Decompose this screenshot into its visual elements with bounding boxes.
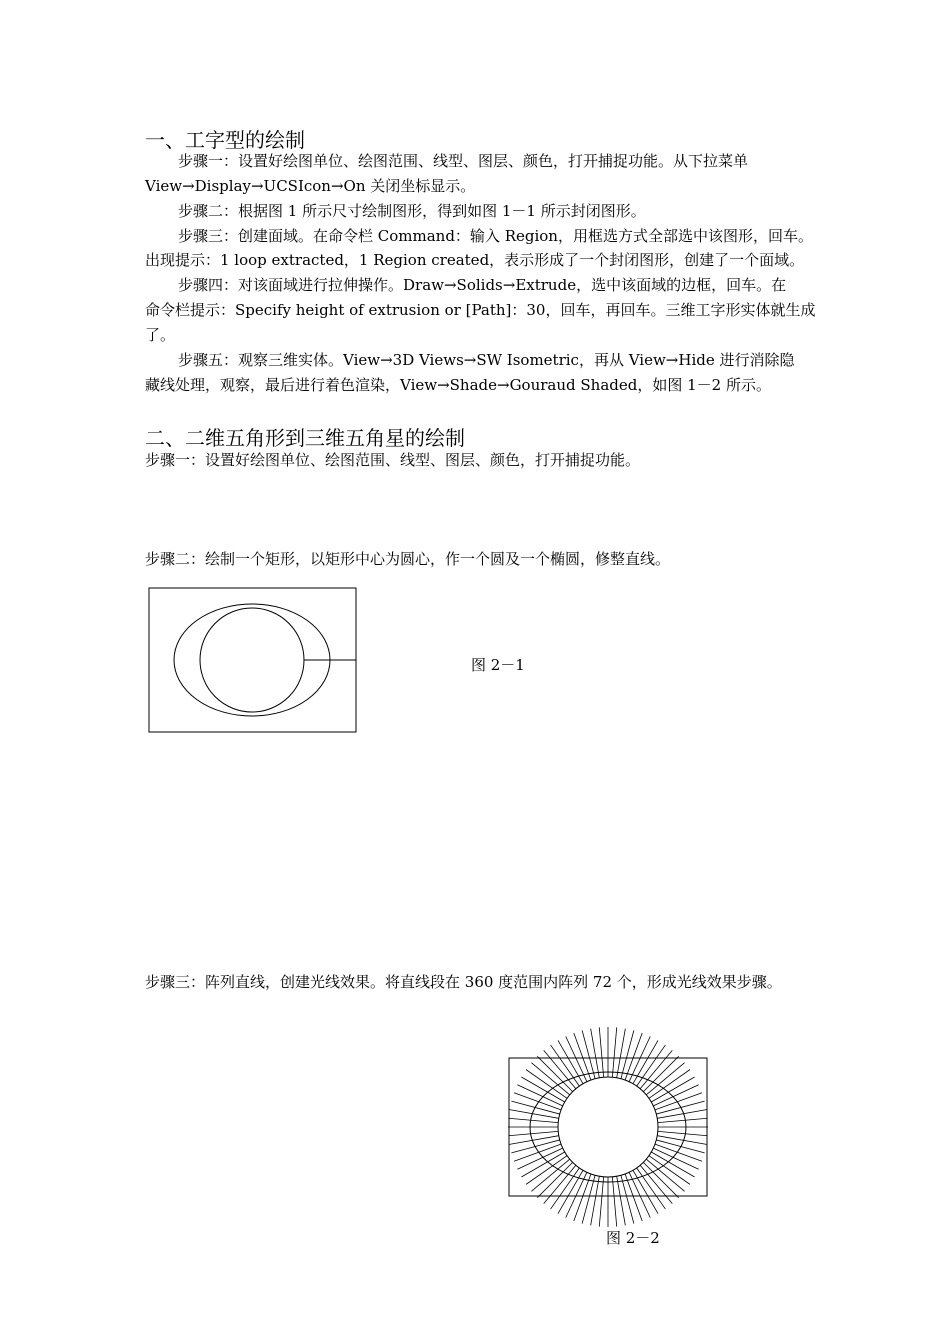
fig2-ray <box>640 1165 672 1203</box>
fig2-inner-circle <box>558 1077 658 1177</box>
fig2-ray <box>599 1027 603 1077</box>
fig2-ray <box>511 1140 559 1153</box>
fig2-ray <box>511 1101 559 1114</box>
fig2-ray <box>510 1136 559 1145</box>
section1-step1-line2: View→Display→UCSIcon→On 关闭坐标显示。 <box>145 177 476 195</box>
section2-heading: 二、二维五角形到三维五角星的绘制 <box>145 426 465 450</box>
fig2-ray <box>621 1175 634 1223</box>
fig2-ray <box>591 1029 600 1078</box>
fig2-ray <box>637 1045 666 1086</box>
fig2-ray <box>508 1118 558 1122</box>
fig2-ray <box>591 1176 600 1225</box>
section1-step4-line1: 步骤四：对该面域进行拉伸操作。Draw→Solids→Extrude，选中该面域的边框，回车。在 <box>178 276 787 294</box>
fig2-ray <box>582 1030 595 1078</box>
fig2-ray <box>599 1177 603 1227</box>
section2-step1: 步骤一：设置好绘图单位、绘图范围、线型、图层、颜色，打开捕捉功能。 <box>145 451 641 469</box>
section1-step5-line2: 藏线处理，观察，最后进行着色渲染，View→Shade→Gouraud Shaded，如图 1－2 所示。 <box>145 376 771 394</box>
fig2-ray <box>640 1050 672 1088</box>
fig2-ray <box>656 1101 704 1114</box>
fig2-ray <box>544 1165 576 1203</box>
fig2-ray <box>551 1168 580 1209</box>
fig2-ray <box>617 1029 626 1078</box>
fig2-ray <box>658 1131 708 1135</box>
section1-heading: 一、工字型的绘制 <box>145 128 305 152</box>
fig2-ray <box>657 1136 706 1145</box>
fig2-ray <box>510 1110 559 1119</box>
fig2-ray <box>656 1140 704 1153</box>
fig2-ray <box>526 1156 567 1185</box>
section1-step2: 步骤二：根据图 1 所示尺寸绘制图形，得到如图 1－1 所示封闭图形。 <box>178 202 646 220</box>
fig2-ray <box>612 1027 616 1077</box>
fig2-ray <box>657 1110 706 1119</box>
section2-step2: 步骤二：绘制一个矩形，以矩形中心为圆心，作一个圆及一个椭圆，修整直线。 <box>145 550 671 568</box>
figure-2-2-caption: 图 2－2 <box>606 1229 660 1247</box>
fig2-ray <box>637 1168 666 1209</box>
fig2-ray <box>649 1070 690 1099</box>
fig2-ray <box>658 1118 708 1122</box>
fig2-ray <box>649 1156 690 1185</box>
fig2-ray <box>508 1131 558 1135</box>
section1-step3-line1: 步骤三：创建面域。在命令栏 Command：输入 Region，用框选方式全部选中该图形，回车。 <box>178 227 813 245</box>
section1-step4-line3: 了。 <box>145 326 176 344</box>
fig2-ray <box>621 1030 634 1078</box>
section1-step5-line1: 步骤五：观察三维实体。View→3D Views→SW Isometric，再从 View→Hide 进行消除隐 <box>178 351 795 369</box>
fig2-ray <box>582 1175 595 1223</box>
figure-2-1-caption: 图 2－1 <box>471 656 525 674</box>
fig2-ray <box>612 1177 616 1227</box>
section1-step4-line2: 命令栏提示：Specify height of extrusion or [Path]：30，回车，再回车。三维工字形实体就生成 <box>145 301 816 319</box>
fig2-ray <box>526 1070 567 1099</box>
section2-step3: 步骤三：阵列直线，创建光线效果。将直线段在 360 度范围内阵列 72 个，形成光线效果步骤。 <box>145 973 782 991</box>
fig2-ray <box>551 1045 580 1086</box>
section1-step1-line1: 步骤一：设置好绘图单位、绘图范围、线型、图层、颜色，打开捕捉功能。从下拉菜单 <box>178 152 749 170</box>
section1-step3-line2: 出现提示：1 loop extracted，1 Region created，表示形成了一个封闭图形，创建了一个面域。 <box>145 251 805 269</box>
fig2-ray <box>544 1050 576 1088</box>
fig2-ray <box>617 1176 626 1225</box>
